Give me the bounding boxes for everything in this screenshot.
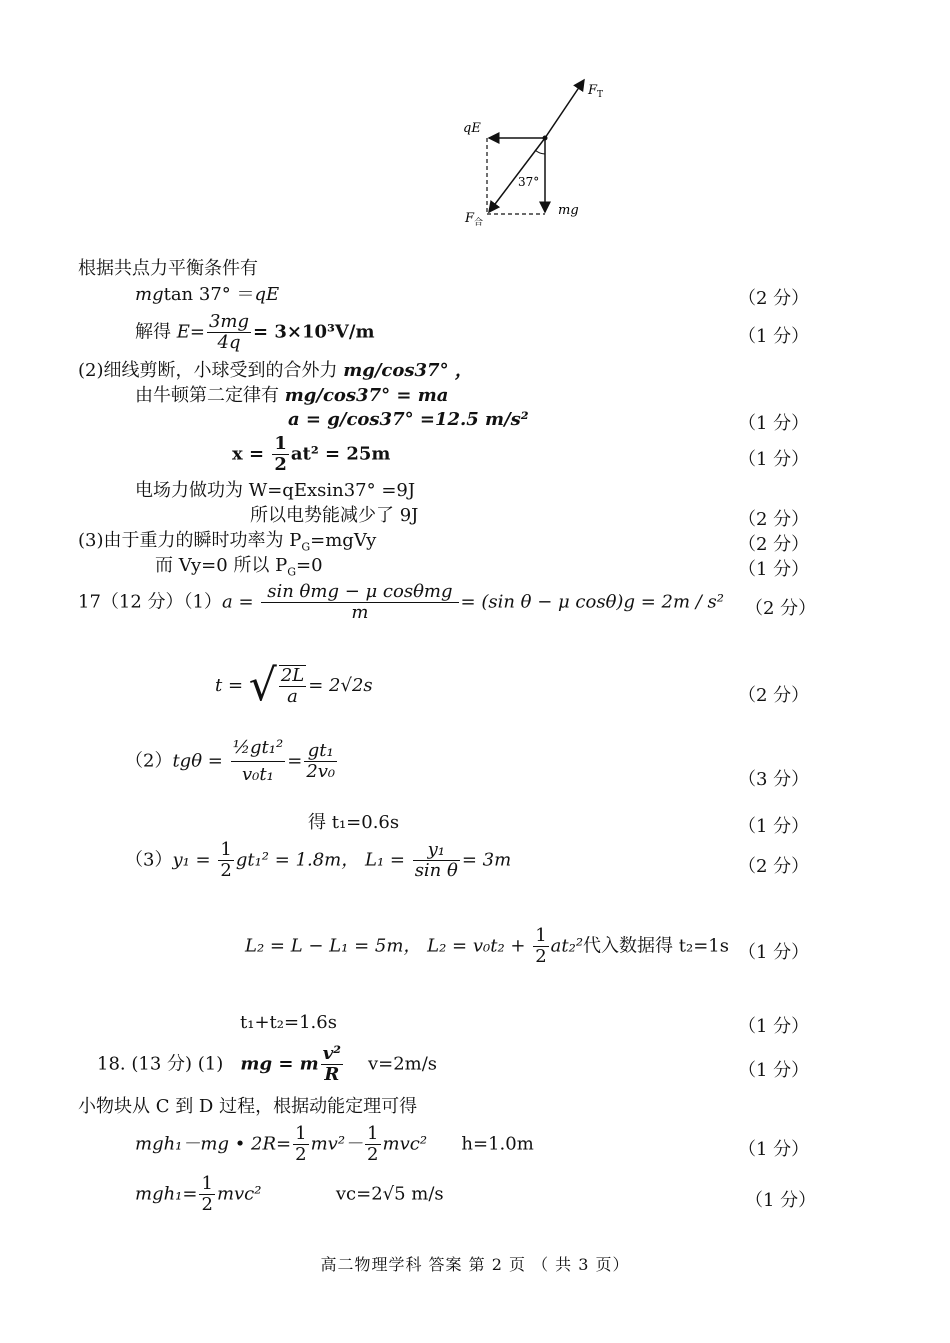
eq-q18-circular: 18. (13 分) (1) mg = m $\frac{\text{v²}}{R}$ v=2m/s	[97, 1043, 438, 1085]
eq-tg-theta: （2）tgθ = $\frac{\text{½gt₁²}}{\text{v₀t₁}}$ = $\frac{\text{gt₁}}{\text{2v₀}}$	[125, 735, 339, 788]
eq-mgtan: mgtan 37° ＝qE	[135, 284, 280, 305]
score-1: （2 分）	[738, 288, 810, 309]
score-14: （1 分）	[738, 1016, 810, 1037]
frac-y1-sin: $\frac{\text{y₁}}{\text{sin θ}}$	[414, 839, 458, 881]
eq-q17-accel: 17（12 分）（1）a = $\frac{\text{sin θmg − μ cosθmg}}{m}$ = (sin θ − μ cosθ)g = 2m / s²	[78, 581, 724, 623]
frac-gt-2v: $\frac{\text{gt₁}}{\text{2v₀}}$	[306, 740, 336, 782]
label-ft: $F_T$	[588, 83, 604, 100]
eq-l2: L₂ = L − L₁ = 5m， L₂ = v₀t₂ + $\frac{1}{2}$ at₂²代入数据得 t₂=1s	[245, 925, 729, 967]
score-3: （1 分）	[738, 413, 810, 434]
frac-half-a: $\frac{1}{2}$	[295, 1123, 307, 1165]
ft-arrow	[545, 80, 584, 138]
frac-half: $\frac{1}{2}$	[274, 433, 287, 475]
text-t1: 得 t₁=0.6s	[308, 812, 400, 833]
score-8: （2 分）	[745, 598, 817, 619]
score-13: （1 分）	[738, 942, 810, 963]
text-t-sum: t₁+t₂=1.6s	[240, 1012, 337, 1033]
page-footer: 高二物理学科 答案 第 2 页 （ 共 3 页）	[320, 1255, 630, 1274]
text-equilibrium: 根据共点力平衡条件有	[78, 258, 258, 279]
text-vy-zero: 而 Vy=0 所以 $P_G=0$	[155, 555, 323, 579]
sqrt-sign: √	[248, 660, 277, 711]
text-part2: (2)细线剪断，小球受到的合外力 mg/cos37° ，	[78, 360, 473, 381]
text-potential: 所以电势能减少了 9J	[250, 505, 419, 526]
frac-v2-r: $\frac{\text{v²}}{R}$	[322, 1043, 342, 1085]
text-c-to-d: 小物块从 C 到 D 过程，根据动能定理可得	[78, 1096, 418, 1117]
score-6: （2 分）	[738, 534, 810, 555]
eq-time: t = √ $\frac{2L}{a}$ = 2√2s	[215, 660, 373, 711]
eq-displacement: x = $\frac{1}{2}$ at² = 25m	[232, 433, 391, 475]
eq-accel: a = g/cos37° =12.5 m/s²	[288, 409, 529, 430]
frac-3mg-4q: $\frac{3mg}{4q}$	[208, 311, 250, 353]
label-fhe: $F_合$	[465, 211, 484, 228]
frac-sin-mu: $\frac{\text{sin θmg − μ cosθmg}}{m}$	[261, 582, 458, 623]
score-9: （2 分）	[738, 685, 810, 706]
score-5: （2 分）	[738, 509, 810, 530]
frac-2l-a: $\frac{2L}{a}$	[280, 665, 305, 707]
label-qe: qE	[463, 121, 481, 136]
eq-energy-1: mgh₁－mg • 2R= $\frac{1}{2}$ mv²－ $\frac{1}{2}$ mvc² h=1.0m	[135, 1123, 534, 1165]
score-16: （1 分）	[738, 1139, 810, 1160]
label-mg: mg	[558, 203, 579, 218]
force-diagram	[0, 0, 950, 240]
frac-half-b: $\frac{1}{2}$	[367, 1123, 379, 1165]
score-11: （1 分）	[738, 816, 810, 837]
eq-y1-l1: （3）y₁ = $\frac{1}{2}$ gt₁² = 1.8m， L₁ = $\frac{\text{y₁}}{\text{sin θ}}$ = 3m	[125, 839, 512, 881]
eq-energy-2: mgh₁= $\frac{1}{2}$ mvc² vc=2√5 m/s	[135, 1173, 444, 1215]
score-12: （2 分）	[738, 856, 810, 877]
ball-point	[543, 136, 548, 141]
score-4: （1 分）	[738, 449, 810, 470]
text-part3: (3)由于重力的瞬时功率为 $P_G=mgVy$	[78, 530, 377, 554]
frac-half-y1: $\frac{1}{2}$	[220, 839, 232, 881]
frac-half-l2: $\frac{1}{2}$	[535, 925, 547, 967]
score-2: （1 分）	[738, 326, 810, 347]
frac-half-c: $\frac{1}{2}$	[201, 1173, 213, 1215]
score-17: （1 分）	[745, 1190, 817, 1211]
score-15: （1 分）	[738, 1060, 810, 1081]
label-angle: 37°	[518, 175, 540, 189]
eq-solve-e: 解得 E= $\frac{3mg}{4q}$ = 3×10³V/m	[135, 311, 375, 353]
score-10: （3 分）	[738, 769, 810, 790]
frac-gt-vt: $\frac{\text{½gt₁²}}{\text{v₀t₁}}$	[232, 737, 284, 785]
text-newton: 由牛顿第二定律有 mg/cos37° = ma	[135, 385, 449, 406]
angle-arc	[535, 150, 545, 154]
score-7: （1 分）	[738, 559, 810, 580]
text-work: 电场力做功为 W=qExsin37° =9J	[135, 480, 416, 501]
